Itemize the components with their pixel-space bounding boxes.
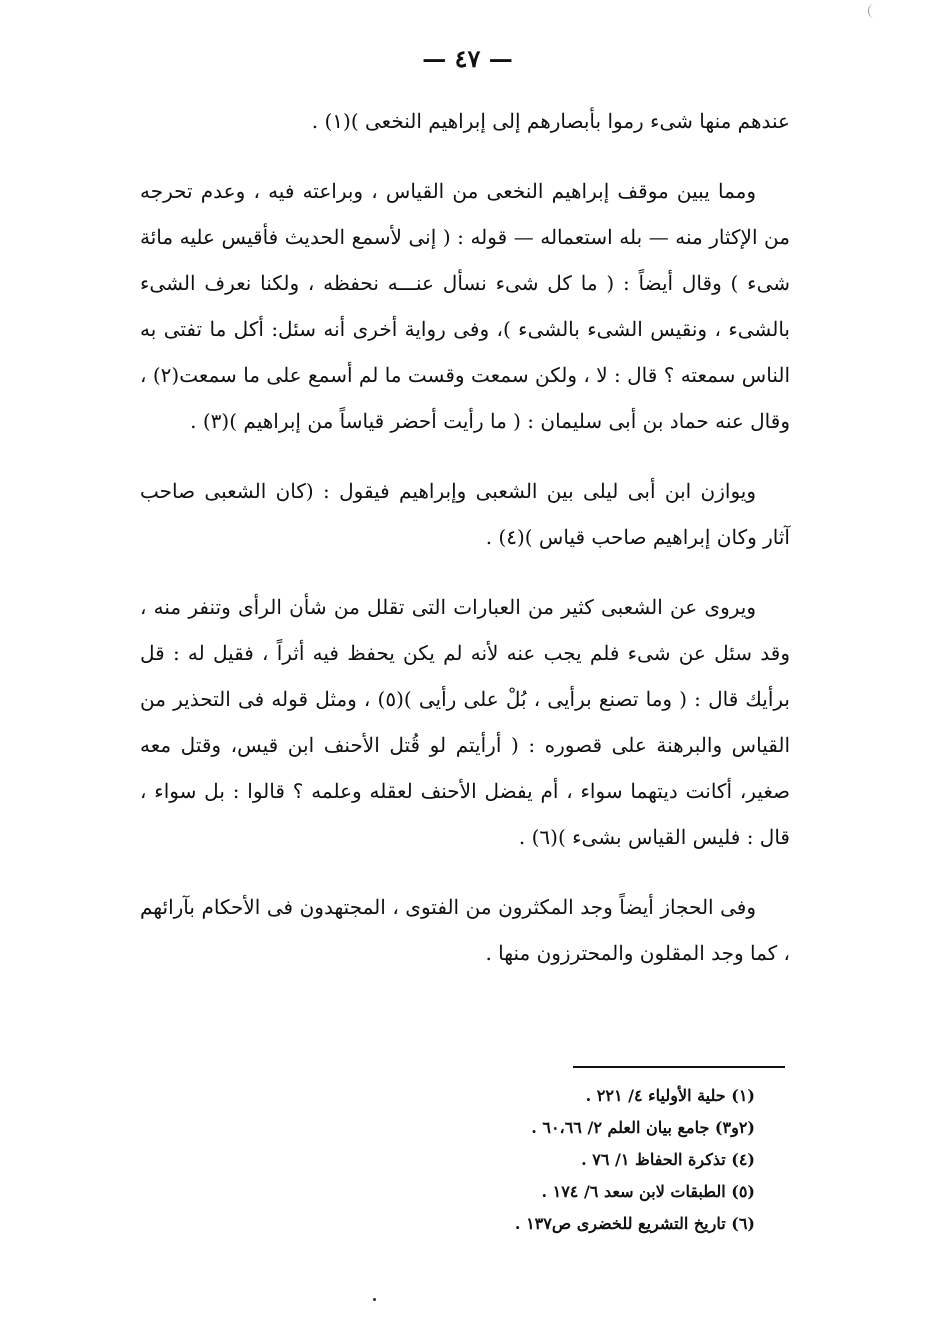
paragraph-continuation (140, 98, 790, 144)
paragraph-text: عندهم منها شىء رموا بأبصارهم إلى إبراهيم النخعى )(١) . (311, 109, 790, 133)
paragraph-text: ومما يبين موقف إبراهيم النخعى من القياس ، وبراعته فيه ، وعدم تحرجه من الإكثار منه — بله استعماله — قوله : ( إنى لأسمع الحديث فأقيس عليه مائة شىء ) وقال أيضاً : ( ما كل شىء نسأل عنـــه نحفظه ، ولكنا نعرف الشىء بالشىء ، ونقيس الشىء بالشىء )، وفى رواية أخرى أنه سئل: أكل ما تفتى به الناس سمعته ؟ قال : لا ، ولكن سمعت وقست ما لم أسمع على ما سمعت(٢) ، وقال عنه حماد بن أبى سليمان : ( ما رأيت أحضر قياساً من إبراهيم )(٣) . (140, 179, 790, 433)
scan-speck (373, 1298, 376, 1301)
paragraph-text: وفى الحجاز أيضاً وجد المكثرون من الفتوى ، المجتهدون فى الأحكام بآرائهم ، كما وجد المقلون والمحترزون منها . (140, 895, 790, 965)
footnote-item: (٤) تذكرة الحفاظ ١/ ٧٦ . (581, 1150, 755, 1169)
footnote-item: (٦) تاريخ التشريع للخضرى ص١٣٧ . (514, 1214, 755, 1233)
paragraph-hijaz (140, 884, 790, 976)
paragraph-text: ويروى عن الشعبى كثير من العبارات التى تقلل من شأن الرأى وتنفر منه ، وقد سئل عن شىء فلم يجب عنه لأنه لم يكن يحفظ فيه أثراً ، فقيل له : قل برأيك قال : ( وما تصنع برأيى ، بُلْ على رأيى )(٥) ، ومثل قوله فى التحذير من القياس والبرهنة على قصوره : ( أرأيتم لو قُتل الأحنف ابن قيس، وقتل معه صغير، أكانت ديتهما سواء ، أم يفضل الأحنف لعقله وعلمه ؟ قالوا : بل سواء ، قال : فليس القياس بشىء )(٦) . (140, 595, 791, 849)
footnote-item: (٥) الطبقات لابن سعد ٦/ ١٧٤ . (541, 1182, 755, 1201)
footnote-separator (573, 1066, 785, 1068)
paragraph-ibn-abi-layla (140, 468, 790, 560)
footnote-item: (٢و٣) جامع بيان العلم ٢/ ٦٠،٦٦ . (531, 1118, 755, 1137)
page-corner-mark (868, 4, 879, 18)
paragraph-shabi-opinion (140, 584, 790, 860)
body-text (140, 98, 790, 1000)
footnotes-list (335, 1080, 755, 1240)
footnote-item: (١) حلية الأولياء ٤/ ٢٢١ . (585, 1086, 755, 1105)
paragraph-nakhai-qiyas (140, 168, 790, 444)
paragraph-text: ويوازن ابن أبى ليلى بين الشعبى وإبراهيم فيقول : (كان الشعبى صاحب آثار وكان إبراهيم صاحب قياس )(٤) . (140, 479, 790, 549)
page-number: — ٤٧ — (422, 44, 513, 73)
